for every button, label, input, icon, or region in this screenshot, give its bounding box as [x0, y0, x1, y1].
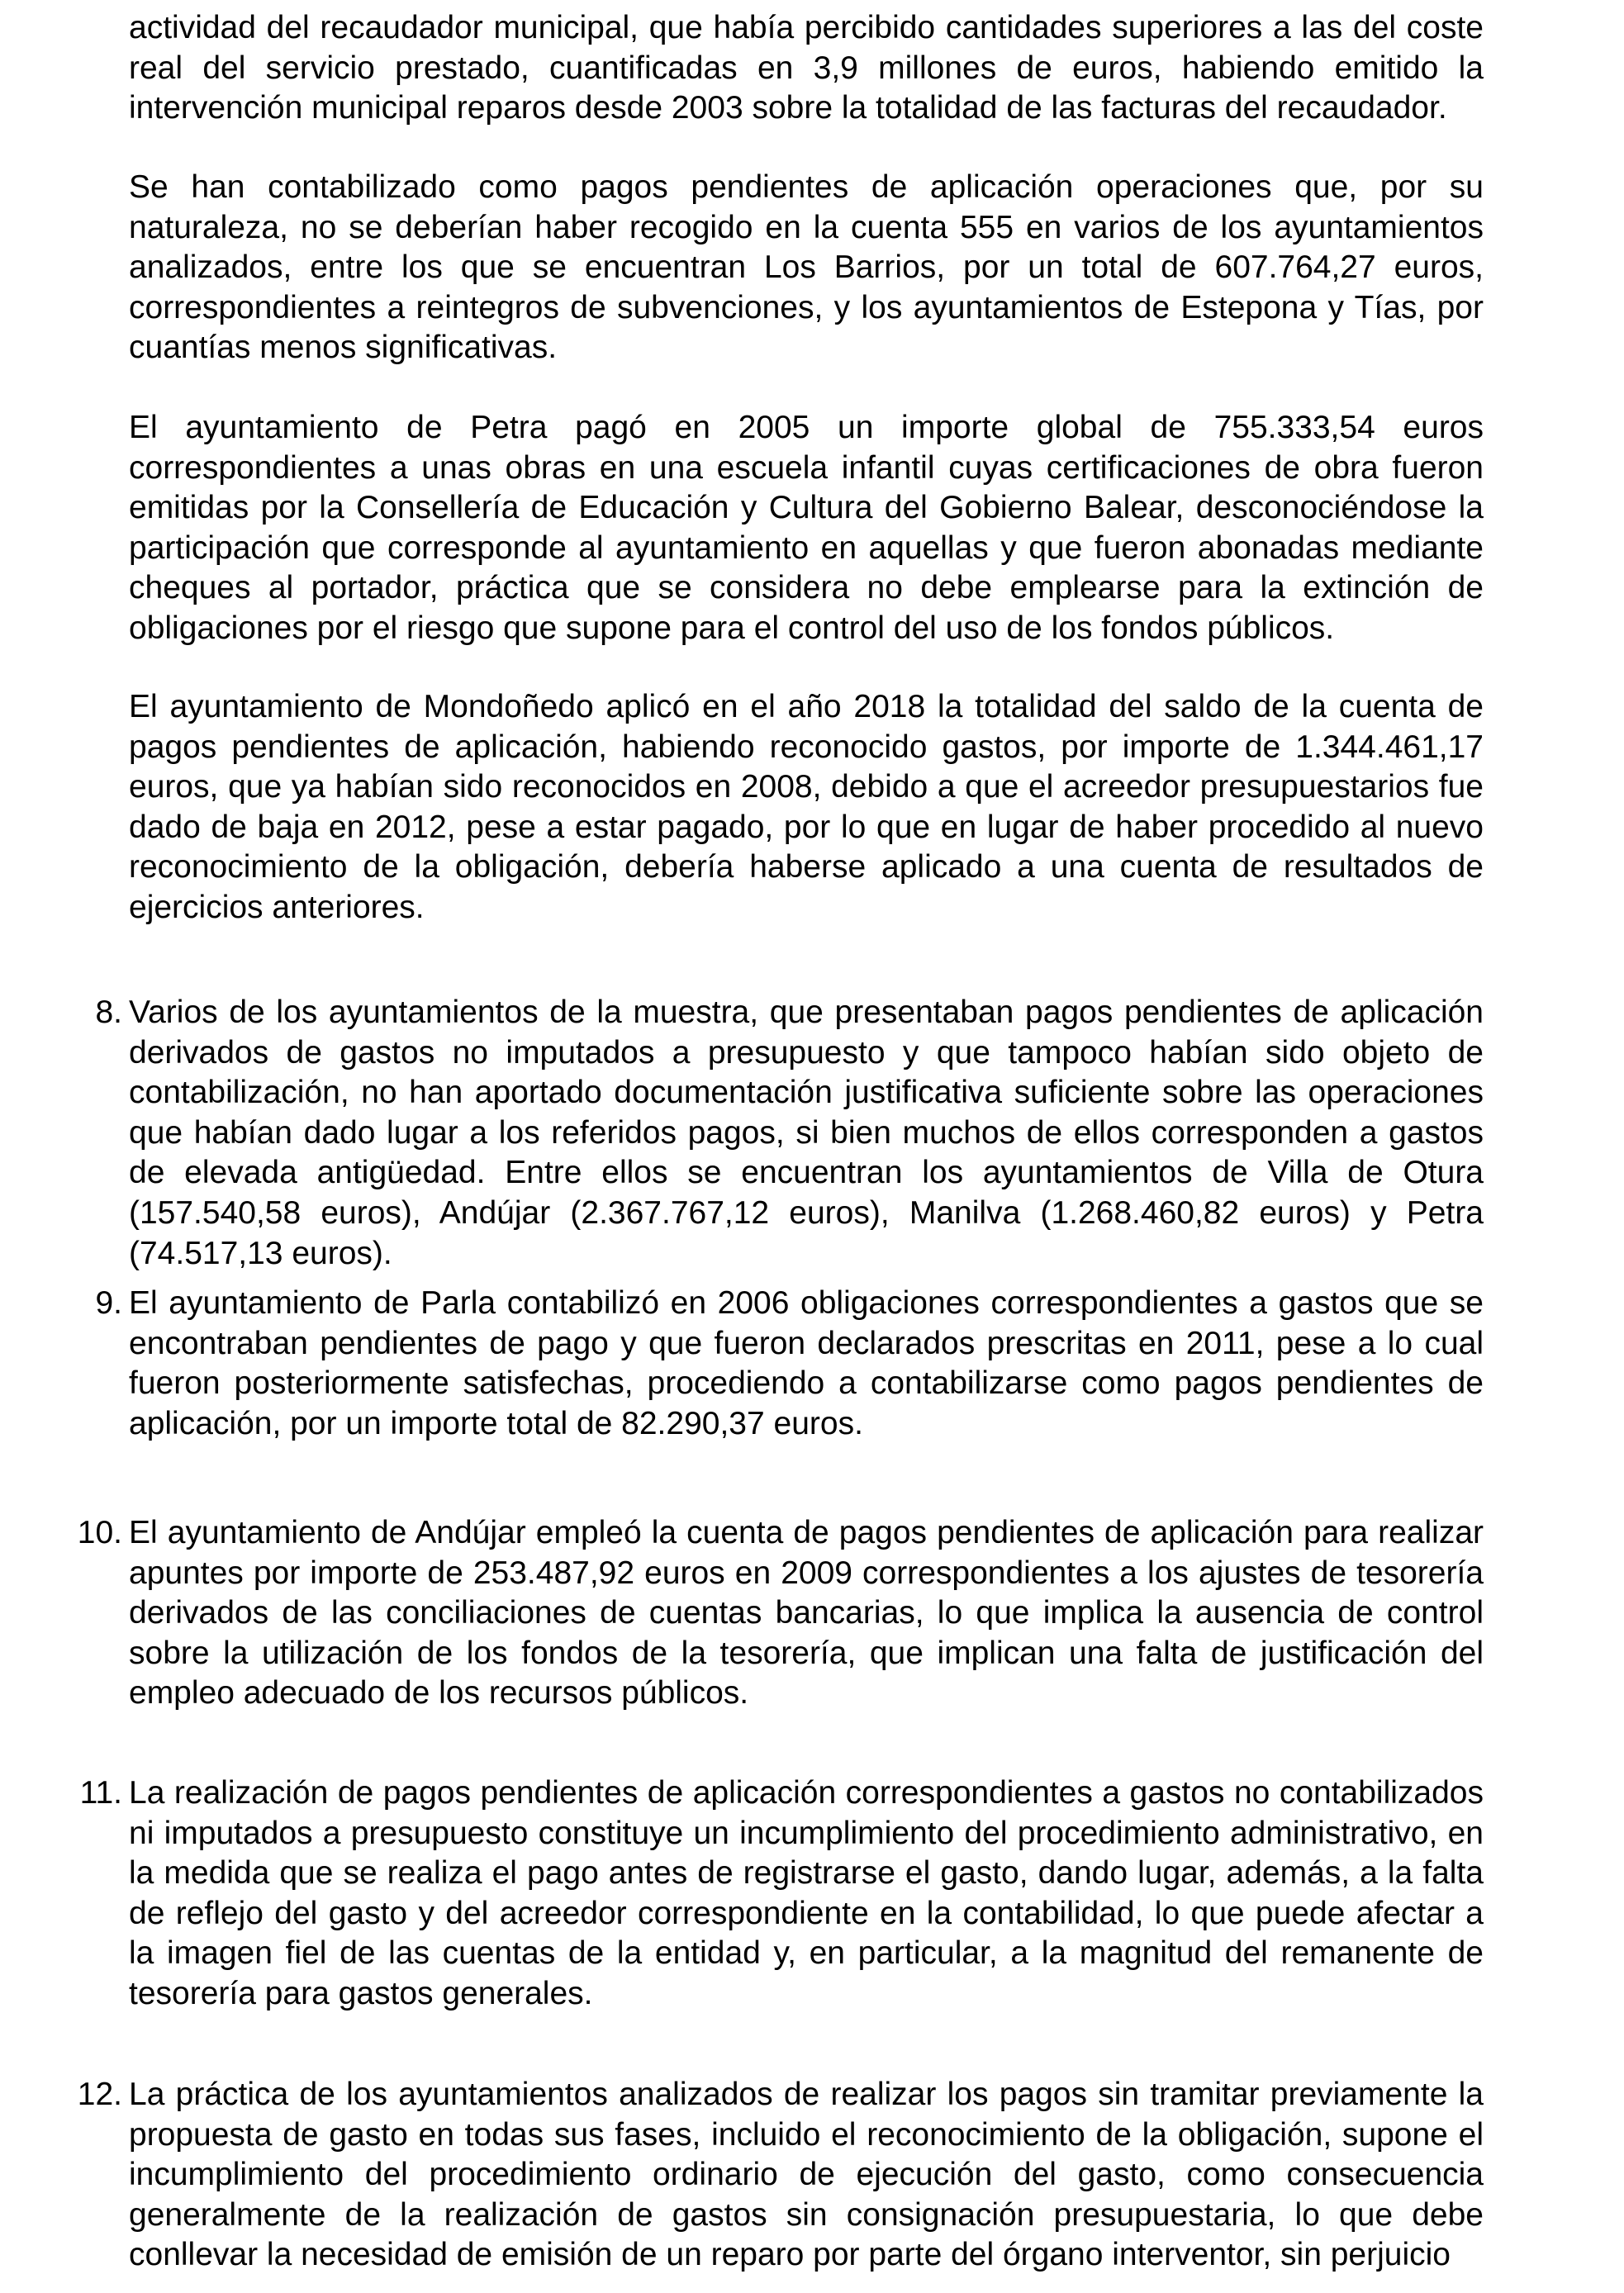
- paragraph-cuenta-555: Se han contabilizado como pagos pendientes de aplicación operaciones que, por su naturaleza, no se deberían haber recogido en la cuenta 555 en varios de los ayuntamientos analizados, entre los que se encuentran Los Barrios, por un total de 607.764,27 euros, correspondientes a reintegros de subvenciones, y los ayuntamientos de Estepona y Tías, por cuantías menos significativas.: [129, 169, 1484, 366]
- list-item-9: [95, 1284, 1484, 1444]
- list-item-text: El ayuntamiento de Parla contabilizó en 2006 obligaciones correspondientes a gastos que se encontraban pendientes de pago y que fueron declarados prescritas en 2011, pese a lo cual fueron posteriormente satisfechas, procediendo a contabilizarse como pagos pendientes de aplicación, por un importe total de 82.290,37 euros.: [129, 1285, 1484, 1441]
- list-item-number: 11.: [79, 1775, 122, 1811]
- list-item-11: [79, 1773, 1484, 2015]
- list-item-text: Varios de los ayuntamientos de la muestra, que presentaban pagos pendientes de aplicación derivados de gastos no imputados a presupuesto y que tampoco habían sido objeto de contabilización, no han aportado documentación justificativa suficiente sobre las operaciones que habían dado lugar a los referidos pagos, si bien muchos de ellos corresponden a gastos de elevada antigüedad. Entre ellos se encuentran los ayuntamientos de Villa de Otura (157.540,58 euros), Andújar (2.367.767,12 euros), Manilva (1.268.460,82 euros) y Petra (74.517,13 euros).: [129, 995, 1484, 1271]
- list-item-text: La práctica de los ayuntamientos analizados de realizar los pagos sin tramitar previamente la propuesta de gasto en todas sus fases, incluido el reconocimiento de la obligación, supone el incumplimiento del procedimiento ordinario de ejecución del gasto, como consecuencia generalmente de la realización de gastos sin consignación presupuestaria, lo que debe conllevar la necesidad de emisión de un reparo por parte del órgano interventor, sin perjuicio: [129, 2077, 1484, 2273]
- list-item-8: [95, 993, 1484, 1274]
- list-item-number: 12.: [77, 2077, 122, 2112]
- list-item-number: 8.: [95, 995, 122, 1030]
- list-item-text: La realización de pagos pendientes de aplicación correspondientes a gastos no contabilizados ni imputados a presupuesto constituye un incumplimiento del procedimiento administrativo, en la medida que se realiza el pago antes de registrarse el gasto, dando lugar, además, a la falta de reflejo del gasto y del acreedor correspondiente en la contabilidad, lo que puede afectar a la imagen fiel de las cuentas de la entidad y, en particular, a la magnitud del remanente de tesorería para gastos generales.: [129, 1775, 1484, 2011]
- list-item-number: 10.: [77, 1515, 122, 1550]
- list-item-12: [77, 2075, 1484, 2276]
- paragraph-petra: El ayuntamiento de Petra pagó en 2005 un importe global de 755.333,54 euros correspondientes a unas obras en una escuela infantil cuyas certificaciones de obra fueron emitidas por la Consellería de Educación y Cultura del Gobierno Balear, desconociéndose la participación que corresponde al ayuntamiento en aquellas y que fueron abonadas mediante cheques al portador, práctica que se considera no debe emplearse para la extinción de obligaciones por el riesgo que supone para el control del uso de los fondos públicos.: [129, 410, 1484, 646]
- paragraph-mondonedo: El ayuntamiento de Mondoñedo aplicó en el año 2018 la totalidad del saldo de la cuenta de pagos pendientes de aplicación, habiendo reconocido gastos, por importe de 1.344.461,17 euros, que ya habían sido reconocidos en 2008, debido a que el acreedor presupuestarios fue dado de baja en 2012, pese a estar pagado, por lo que en lugar de haber procedido al nuevo reconocimiento de la obligación, debería haberse aplicado a una cuenta de resultados de ejercicios anteriores.: [129, 689, 1484, 925]
- list-item-10: [77, 1513, 1484, 1714]
- list-item-text: El ayuntamiento de Andújar empleó la cuenta de pagos pendientes de aplicación para realizar apuntes por importe de 253.487,92 euros en 2009 correspondientes a los ajustes de tesorería derivados de las conciliaciones de cuentas bancarias, lo que implica la ausencia de control sobre la utilización de los fondos de la tesorería, que implican una falta de justificación del empleo adecuado de los recursos públicos.: [129, 1515, 1484, 1711]
- paragraph-recaudador: actividad del recaudador municipal, que había percibido cantidades superiores a las del coste real del servicio prestado, cuantificadas en 3,9 millones de euros, habiendo emitido la intervención municipal reparos desde 2003 sobre la totalidad de las facturas del recaudador.: [129, 10, 1484, 126]
- list-item-number: 9.: [95, 1285, 122, 1321]
